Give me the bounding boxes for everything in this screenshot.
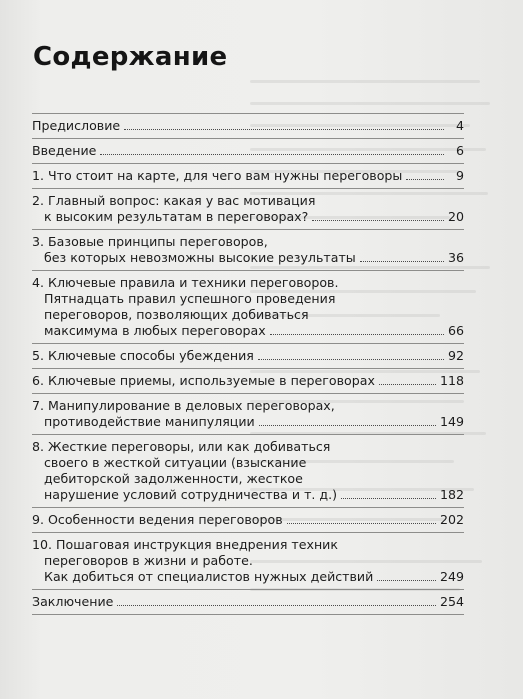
dot-leader — [287, 522, 436, 524]
toc-page-number: 182 — [439, 487, 464, 502]
toc-entry-title: нарушение условий сотрудничества и т. д.) — [44, 487, 338, 502]
toc-entry-title: Предисловие — [32, 118, 121, 133]
toc-entry-line — [32, 193, 464, 209]
toc-entry-title: 9. Особенности ведения переговоров — [32, 512, 283, 527]
toc-divider — [32, 434, 464, 435]
toc-divider — [32, 368, 464, 369]
toc-page-number: 249 — [439, 569, 464, 584]
toc-entry-line — [32, 250, 464, 266]
toc-divider — [32, 113, 464, 114]
dot-leader — [312, 219, 444, 221]
toc-entry-title: Пятнадцать правил успешного проведения — [44, 291, 336, 306]
dot-leader — [360, 260, 444, 262]
toc-page-number: 36 — [447, 250, 464, 265]
toc-entry[interactable] — [32, 193, 464, 225]
toc-entry[interactable] — [32, 398, 464, 430]
toc-entry-title: 4. Ключевые правила и техники переговоров. — [32, 275, 339, 290]
dot-leader — [270, 333, 444, 335]
toc-entry-title: 1. Что стоит на карте, для чего вам нужны переговоры — [32, 168, 403, 183]
toc-divider — [32, 589, 464, 590]
toc-page-number: 20 — [447, 209, 464, 224]
toc-entry[interactable] — [32, 275, 464, 339]
toc-heading: Содержание — [33, 42, 228, 72]
toc-entry-line — [32, 537, 464, 553]
toc-entry-line — [32, 234, 464, 250]
toc-divider — [32, 138, 464, 139]
toc-divider — [32, 343, 464, 344]
toc-divider — [32, 532, 464, 533]
toc-divider — [32, 229, 464, 230]
toc-entry[interactable] — [32, 168, 464, 184]
toc-entry-title: дебиторской задолженности, жесткое — [44, 471, 303, 486]
dot-leader — [341, 497, 436, 499]
toc-page-number: 149 — [439, 414, 464, 429]
toc-entry-line — [32, 455, 464, 471]
toc-entry-title: максимума в любых переговорах — [44, 323, 266, 338]
toc-entry-title: Введение — [32, 143, 97, 158]
toc-entry[interactable] — [32, 537, 464, 585]
toc-page-number: 9 — [455, 168, 464, 183]
toc-page-number: 202 — [439, 512, 464, 527]
toc-entry-line — [32, 398, 464, 414]
toc-entry-title: 10. Пошаговая инструкция внедрения техник — [32, 537, 338, 552]
toc-entry-title: переговоров, позволяющих добиваться — [44, 307, 309, 322]
toc-page-number: 92 — [447, 348, 464, 363]
toc-entry-title: переговоров в жизни и работе. — [44, 553, 253, 568]
toc-entry-title: без которых невозможны высокие результаты — [44, 250, 356, 265]
toc-entry-line — [32, 307, 464, 323]
toc-entry-line — [32, 209, 464, 225]
toc-entry-title: 8. Жесткие переговоры, или как добиваться — [32, 439, 331, 454]
dot-leader — [377, 579, 436, 581]
toc-page-number: 254 — [439, 594, 464, 609]
dot-leader — [379, 383, 436, 385]
toc-entry-title: 6. Ключевые приемы, используемые в переговорах — [32, 373, 375, 388]
toc-entry-line — [32, 512, 464, 528]
dot-leader — [258, 358, 444, 360]
dot-leader — [100, 153, 444, 155]
toc-entry-line — [32, 439, 464, 455]
toc-entry-title: 7. Манипулирование в деловых переговорах, — [32, 398, 335, 413]
toc-entry[interactable] — [32, 118, 464, 134]
toc-page-number: 6 — [455, 143, 464, 158]
toc-divider — [32, 393, 464, 394]
toc-entry-title: Заключение — [32, 594, 114, 609]
dot-leader — [124, 128, 444, 130]
toc-entry[interactable] — [32, 512, 464, 528]
toc-entry-line — [32, 168, 464, 184]
toc-entry-line — [32, 291, 464, 307]
toc-entry-line — [32, 414, 464, 430]
toc-entry[interactable] — [32, 348, 464, 364]
toc-page-number: 118 — [439, 373, 464, 388]
toc-entry-title: Как добиться от специалистов нужных действий — [44, 569, 374, 584]
toc-entry-title: противодействие манипуляции — [44, 414, 255, 429]
toc-entry[interactable] — [32, 143, 464, 159]
toc-entry-line — [32, 118, 464, 134]
toc-page-number: 66 — [447, 323, 464, 338]
toc-entry[interactable] — [32, 234, 464, 266]
toc-entry-line — [32, 594, 464, 610]
toc-entry-line — [32, 569, 464, 585]
toc-entry-title: 2. Главный вопрос: какая у вас мотивация — [32, 193, 316, 208]
dot-leader — [259, 424, 436, 426]
toc-list — [32, 109, 464, 619]
toc-entry-line — [32, 323, 464, 339]
toc-entry-title: своего в жесткой ситуации (взыскание — [44, 455, 307, 470]
toc-entry-line — [32, 275, 464, 291]
toc-entry-title: 5. Ключевые способы убеждения — [32, 348, 254, 363]
toc-divider — [32, 188, 464, 189]
toc-entry[interactable] — [32, 439, 464, 503]
toc-divider — [32, 163, 464, 164]
dot-leader — [406, 178, 444, 180]
toc-entry[interactable] — [32, 594, 464, 610]
toc-entry-title: к высоким результатам в переговорах? — [44, 209, 309, 224]
toc-entry-line — [32, 553, 464, 569]
dot-leader — [117, 604, 436, 606]
toc-entry-line — [32, 373, 464, 389]
toc-entry[interactable] — [32, 373, 464, 389]
toc-entry-line — [32, 471, 464, 487]
toc-entry-line — [32, 487, 464, 503]
toc-divider — [32, 614, 464, 615]
toc-entry-line — [32, 143, 464, 159]
toc-page-number: 4 — [455, 118, 464, 133]
toc-divider — [32, 270, 464, 271]
toc-entry-line — [32, 348, 464, 364]
toc-entry-title: 3. Базовые принципы переговоров, — [32, 234, 268, 249]
toc-divider — [32, 507, 464, 508]
